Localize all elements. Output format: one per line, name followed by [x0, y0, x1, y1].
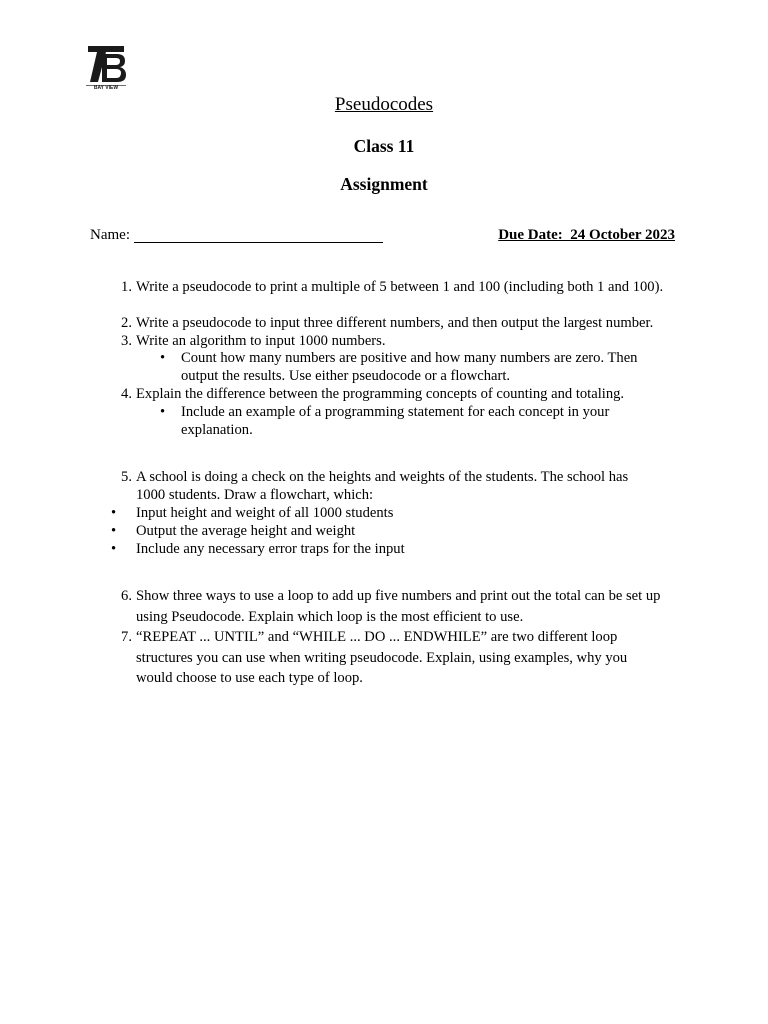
question-text: Explain the difference between the programming concepts of counting and totaling.	[136, 386, 625, 402]
question-number: 6.	[121, 588, 132, 604]
logo-text: BAY VIEW	[93, 85, 119, 90]
bay-view-logo-icon	[84, 44, 128, 90]
question-text: Write a pseudocode to print a multiple of 5 between 1 and 100 (including both 1 and 100).	[136, 279, 664, 295]
question-text: Write a pseudocode to input three different numbers, and then output the largest number.	[136, 315, 654, 331]
question-1	[121, 278, 681, 296]
class-heading: Class 11	[353, 136, 415, 156]
question-4	[121, 385, 681, 403]
question-5-bullet-1	[111, 504, 636, 522]
question-number: 2.	[121, 315, 132, 331]
question-number: 4.	[121, 386, 132, 402]
question-2	[121, 314, 681, 332]
bullet-text: Include an example of a programming statement for each concept in your explanation.	[181, 404, 610, 438]
question-text: Show three ways to use a loop to add up five numbers and print out the total can be set up using Pseudocode. Explain which loop is the most efficient to use.	[136, 588, 661, 625]
due-date: Due Date: 24 October 2023	[498, 227, 675, 243]
school-logo	[84, 44, 128, 90]
name-label: Name:	[90, 227, 130, 243]
bullet-text: Input height and weight of all 1000 students	[136, 505, 394, 521]
bullet-icon: •	[111, 541, 117, 557]
question-text: A school is doing a check on the heights and weights of the students. The school has 1000 students. Draw a flowchart, which:	[136, 469, 629, 503]
bullet-icon: •	[160, 350, 166, 366]
question-number: 5.	[121, 469, 132, 485]
bullet-text: Include any necessary error traps for the input	[136, 541, 405, 557]
question-4-bullet-1	[160, 403, 661, 439]
question-5-bullet-3	[111, 540, 636, 558]
question-5	[121, 468, 656, 504]
question-text: Write an algorithm to input 1000 numbers.	[136, 333, 386, 349]
bullet-text: Output the average height and weight	[136, 523, 356, 539]
question-number: 3.	[121, 333, 132, 349]
question-3	[121, 332, 681, 350]
question-text: “REPEAT ... UNTIL” and “WHILE ... DO ... ENDWHILE” are two different loop structures you can use when writing pseudocode. Explain, using examples, why you would choose to use each type of loop.	[136, 629, 628, 686]
bullet-text: Count how many numbers are positive and how many numbers are zero. Then output the results. Use either pseudocode or a flowchart.	[181, 350, 638, 384]
name-blank-line	[134, 242, 383, 243]
bullet-icon: •	[160, 404, 166, 420]
question-5-bullet-2	[111, 522, 636, 540]
question-7	[121, 627, 661, 689]
question-3-bullet-1	[160, 349, 661, 385]
question-number: 7.	[121, 629, 132, 645]
bullet-icon: •	[111, 523, 117, 539]
page-title: Pseudocodes	[334, 94, 434, 115]
assignment-heading: Assignment	[340, 174, 428, 194]
bullet-icon: •	[111, 505, 117, 521]
question-number: 1.	[121, 279, 132, 295]
question-6	[121, 586, 681, 627]
